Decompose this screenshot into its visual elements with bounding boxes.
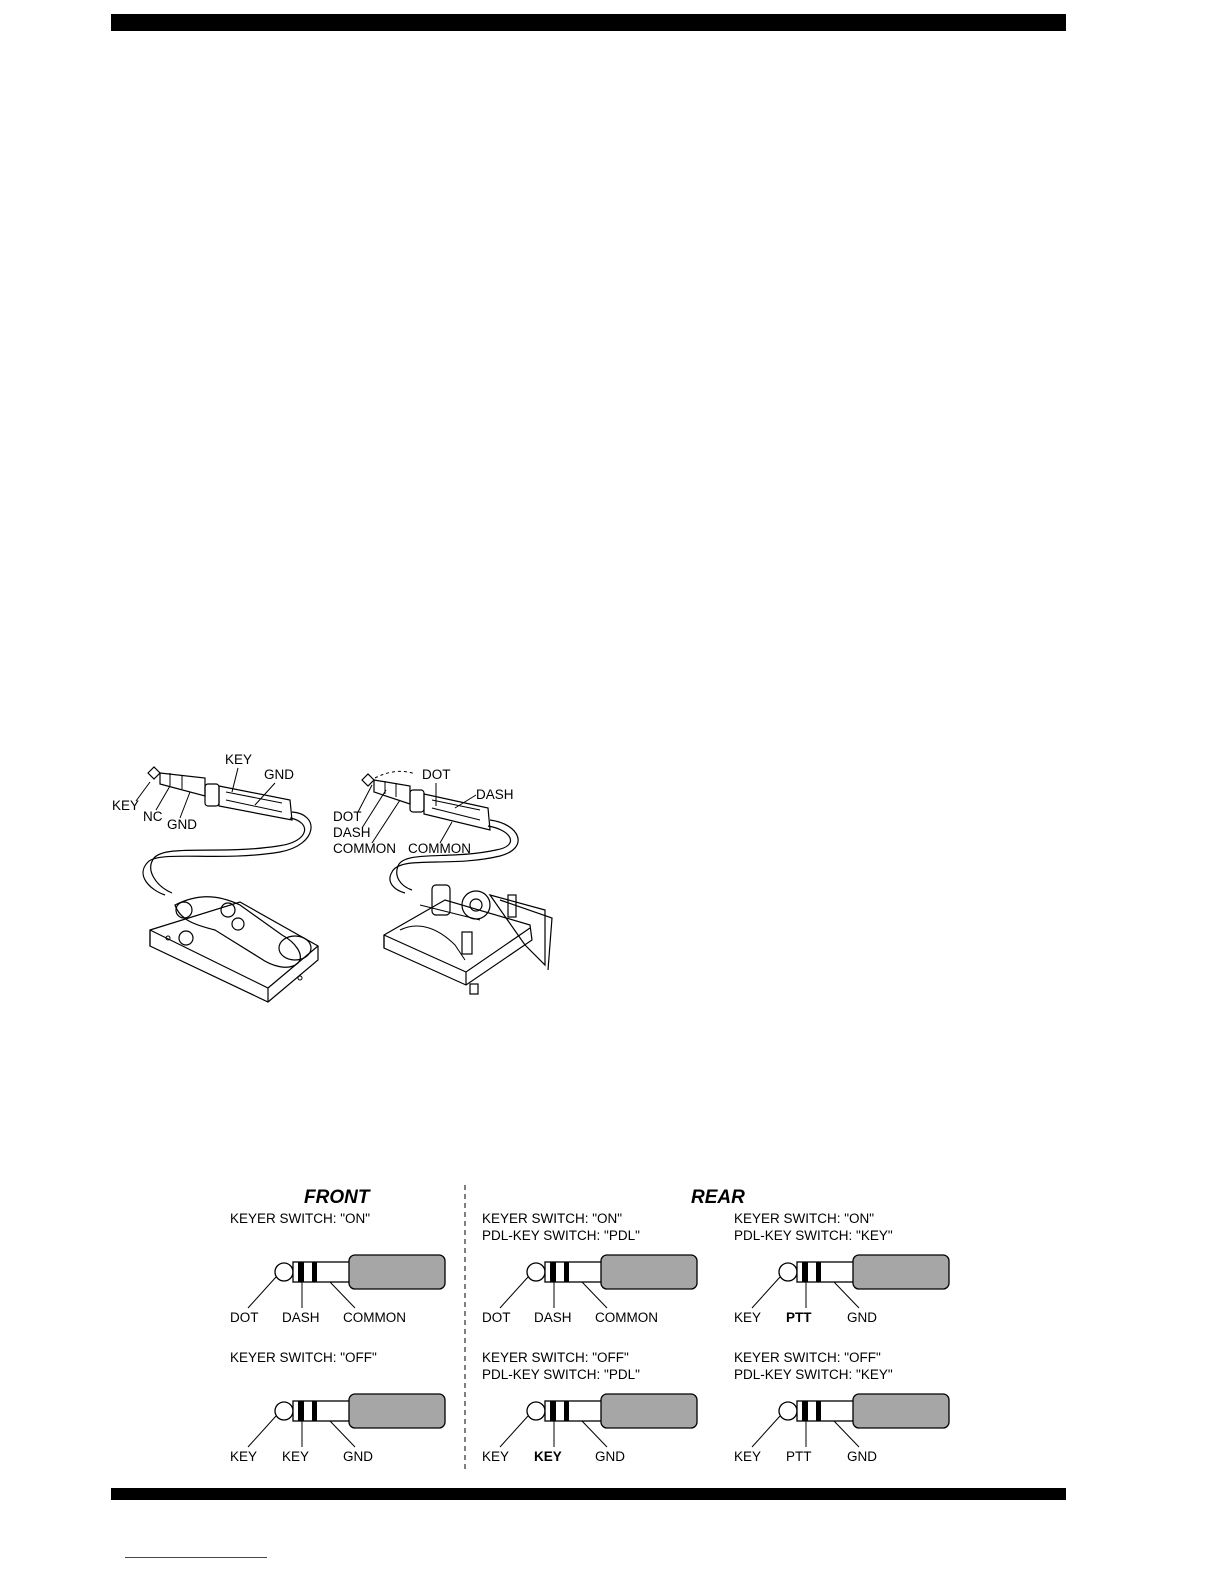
plug-insulator-2	[564, 1401, 569, 1421]
switch-line-1: KEYER SWITCH: "ON"	[482, 1211, 623, 1226]
plug-insulator-1	[802, 1401, 808, 1421]
plug-insulator-2	[816, 1262, 821, 1282]
pin-label: GND	[343, 1449, 373, 1464]
footer-link-underline[interactable]	[125, 1557, 267, 1558]
pin-label: DOT	[482, 1310, 511, 1325]
pin-label: KEY	[230, 1449, 258, 1464]
pin-label: KEY	[282, 1449, 310, 1464]
plug-insulator-1	[298, 1401, 304, 1421]
label-gnd-sleeve: GND	[167, 817, 197, 832]
plug-insulator-1	[550, 1401, 556, 1421]
plug-insulator-2	[816, 1401, 821, 1421]
switch-line-2: PDL-KEY SWITCH: "KEY"	[734, 1228, 893, 1243]
pin-label: COMMON	[343, 1310, 406, 1325]
pin-label: GND	[847, 1449, 877, 1464]
plug-tip	[527, 1402, 545, 1420]
plug-tip	[779, 1263, 797, 1281]
plug-insulator-2	[564, 1262, 569, 1282]
pin-label: DASH	[282, 1310, 320, 1325]
pin-label: KEY	[482, 1449, 510, 1464]
label-dot-tip: DOT	[333, 809, 362, 824]
plug-tip	[779, 1402, 797, 1420]
plug-insulator-2	[312, 1262, 317, 1282]
pin-label: DOT	[230, 1310, 259, 1325]
switch-line-1: KEYER SWITCH: "ON"	[734, 1211, 875, 1226]
pin-label: KEY	[734, 1310, 762, 1325]
label-dash-ring: DASH	[333, 825, 371, 840]
jack-panel-1	[230, 1211, 445, 1325]
label-nc-ring: NC	[143, 809, 163, 824]
switch-line-2: PDL-KEY SWITCH: "KEY"	[734, 1367, 893, 1382]
plug-insulator-1	[298, 1262, 304, 1282]
plug-tip	[527, 1263, 545, 1281]
label-dot-top: DOT	[422, 767, 451, 782]
plug-body	[853, 1394, 949, 1428]
plug-insulator-1	[802, 1262, 808, 1282]
pin-label: GND	[847, 1310, 877, 1325]
plug-body	[601, 1255, 697, 1289]
plug-body	[349, 1255, 445, 1289]
rear-header: REAR	[691, 1187, 745, 1208]
switch-line-1: KEYER SWITCH: "OFF"	[482, 1350, 629, 1365]
plug-insulator-1	[550, 1262, 556, 1282]
switch-line-1: KEYER SWITCH: "ON"	[230, 1211, 371, 1226]
label-common-sleeve: COMMON	[333, 841, 396, 856]
switch-line-1: KEYER SWITCH: "OFF"	[734, 1350, 881, 1365]
jack-panel-4	[230, 1350, 445, 1464]
plug-body	[601, 1394, 697, 1428]
plug-body	[349, 1394, 445, 1428]
label-gnd-top: GND	[264, 767, 294, 782]
jack-panel-6	[734, 1350, 949, 1464]
jack-panel-2	[482, 1211, 697, 1325]
plug-insulator-2	[312, 1401, 317, 1421]
plug-tip	[275, 1402, 293, 1420]
label-common-lug: COMMON	[408, 841, 471, 856]
switch-line-1: KEYER SWITCH: "OFF"	[230, 1350, 377, 1365]
pin-label: PTT	[786, 1449, 812, 1464]
plug-body	[853, 1255, 949, 1289]
pin-label: KEY	[534, 1449, 562, 1464]
label-dash-top: DASH	[476, 787, 514, 802]
label-key-top: KEY	[225, 752, 253, 767]
pin-label: KEY	[734, 1449, 762, 1464]
pin-label: DASH	[534, 1310, 572, 1325]
plug-tip	[275, 1263, 293, 1281]
bottom-rule	[111, 1488, 1066, 1500]
front-header: FRONT	[304, 1187, 370, 1208]
switch-line-2: PDL-KEY SWITCH: "PDL"	[482, 1367, 640, 1382]
jack-panel-5	[482, 1350, 697, 1464]
pin-label: COMMON	[595, 1310, 658, 1325]
label-key-tip: KEY	[112, 798, 140, 813]
switch-line-2: PDL-KEY SWITCH: "PDL"	[482, 1228, 640, 1243]
pin-label: PTT	[786, 1310, 812, 1325]
jack-panel-3	[734, 1211, 949, 1325]
pin-label: GND	[595, 1449, 625, 1464]
